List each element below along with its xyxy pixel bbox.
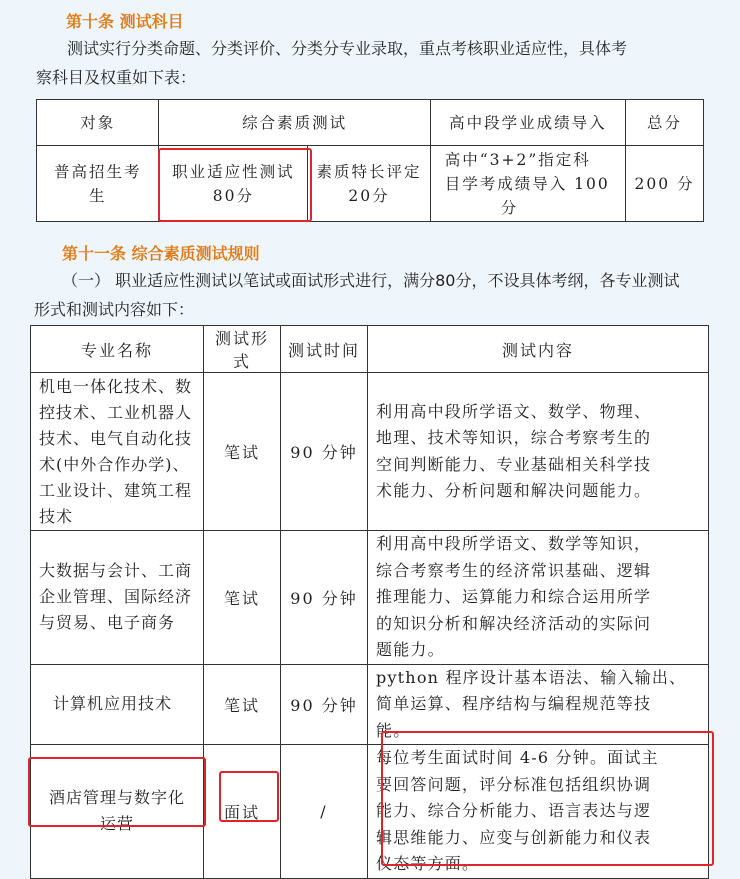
target-cell (37, 146, 159, 222)
cell-line: 推理能力、运算能力和综合运用所学 (376, 587, 652, 606)
aptitude-test-cell (159, 146, 308, 222)
time-cell: 90 分钟 (281, 664, 368, 745)
form-cell: 笔试 (204, 373, 281, 531)
cell-line: 酒店管理与数字化 (48, 788, 185, 808)
paragraph-line: 察科目及权重如下表： (36, 68, 197, 87)
cell-line: 每位考生面试时间 4-6 分钟。面试主 (376, 748, 659, 767)
cell-line: 辑思维能力、应变与创新能力和仪表 (376, 827, 652, 847)
cell-line: 题能力。 (376, 640, 445, 659)
form-cell: 笔试 (204, 664, 281, 745)
col-header-form: 测试形式 (204, 326, 281, 373)
cell-line: 仪态等方面。 (376, 854, 480, 873)
col-header-major: 专业名称 (31, 326, 204, 373)
content-cell (368, 745, 709, 879)
table-row (31, 745, 709, 879)
major-cell (31, 373, 204, 531)
cell-line: 职业适应性测试 (172, 162, 295, 181)
paragraph-line: 形式和测试内容如下： (34, 300, 195, 319)
cell-line: 要回答问题，评分标准包括组织协调 (376, 774, 652, 794)
cell-line: 利用高中段所学语文、数学、物理、 (376, 401, 652, 421)
cell-line: 机电一体化技术、数 (39, 376, 193, 396)
article-11-heading: 第十一条 综合素质测试规则 (62, 244, 260, 263)
cell-line: 术能力、分析问题和解决问题能力。 (376, 481, 652, 500)
test-format-table (30, 325, 709, 879)
content-cell (368, 664, 709, 745)
cell-line: 分 (500, 198, 519, 217)
cell-line: 利用高中段所学语文、数学等知识， (376, 534, 652, 553)
content-cell (368, 531, 709, 665)
cell-line: 企业管理、国际经济 (39, 587, 193, 607)
col-header-total: 总分 (626, 100, 704, 146)
table-row (37, 146, 704, 222)
cell-line: 的知识分析和解决经济活动的实际问 (376, 613, 652, 633)
time-cell: 90 分钟 (281, 531, 368, 665)
form-cell: 笔试 (204, 531, 281, 665)
cell-line: 术(中外合作办学)、 (39, 454, 190, 474)
article-11-paragraph (34, 266, 734, 324)
col-header-comprehensive: 综合素质测试 (159, 100, 430, 146)
talent-evaluation-cell (308, 146, 430, 222)
cell-line: 简单运算、程序结构与编程规范等技 (376, 694, 652, 713)
cell-line: 素质特长评定 (316, 162, 422, 181)
time-cell: / (281, 745, 368, 879)
time-cell: 90 分钟 (281, 373, 368, 531)
cell-line: 普高招生考 (53, 162, 142, 181)
cell-line: 地理、技术等知识，综合考察考生的 (376, 428, 652, 447)
col-header-grades: 高中段学业成绩导入 (430, 100, 625, 146)
cell-line: 运营 (99, 814, 134, 834)
table-header-row (31, 326, 709, 373)
cell-line: 与贸易、电子商务 (39, 613, 176, 633)
total-score-cell: 200 分 (626, 146, 704, 222)
cell-line: 生 (88, 186, 107, 205)
table-row (31, 373, 709, 531)
major-cell (31, 531, 204, 665)
table-header-row (37, 100, 704, 146)
cell-line: 能。 (376, 720, 411, 740)
cell-line: 空间判断能力、专业基础相关科学技 (376, 454, 652, 474)
article-10-paragraph (36, 34, 726, 92)
table-row (31, 664, 709, 745)
major-cell (31, 745, 204, 879)
major-cell (31, 664, 204, 745)
cell-line: 20分 (348, 186, 390, 205)
cell-line: 大数据与会计、工商 (39, 561, 193, 581)
cell-line: 控技术、工业机器人 (39, 402, 193, 422)
grades-import-cell (430, 146, 625, 222)
form-cell: 面试 (204, 745, 281, 879)
cell-line: 计算机应用技术 (53, 694, 173, 714)
table-row (31, 531, 709, 665)
article-10-heading: 第十条 测试科目 (66, 12, 184, 31)
col-header-target: 对象 (37, 100, 159, 146)
cell-line: 技术 (39, 506, 74, 526)
col-header-content: 测试内容 (368, 326, 709, 373)
cell-line: 能力、综合分析能力、语言表达与逻 (376, 801, 652, 820)
cell-line: python 程序设计基本语法、输入输出、 (376, 667, 687, 687)
paragraph-line: （一） 职业适应性测试以笔试或面试形式进行，满分80分，不设具体考纲，各专业测试 (62, 271, 680, 290)
cell-line: 80分 (212, 186, 254, 205)
cell-line: 技术、电气自动化技 (39, 428, 193, 448)
subject-weight-table (36, 99, 704, 222)
cell-line: 工业设计、建筑工程 (39, 480, 193, 500)
cell-line: 综合考察考生的经济常识基础、逻辑 (376, 560, 652, 580)
cell-line: 高中“3+2”指定科 (444, 150, 591, 169)
cell-line: 目学考成绩导入 100 (444, 174, 610, 193)
col-header-time: 测试时间 (281, 326, 368, 373)
paragraph-line: 测试实行分类命题、分类评价、分类分专业录取，重点考核职业适应性，具体考 (67, 39, 628, 58)
content-cell (368, 373, 709, 531)
